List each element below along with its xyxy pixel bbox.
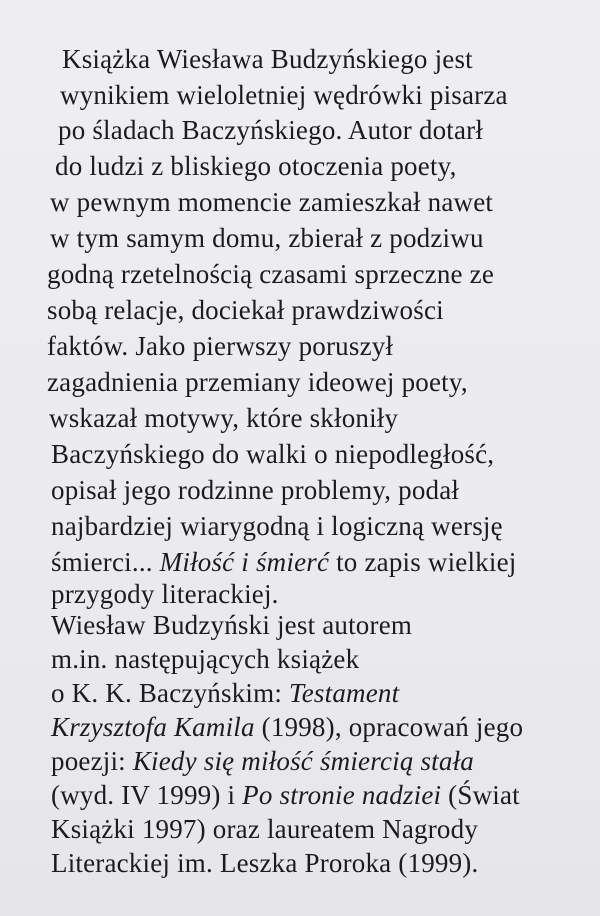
text-line: faktów. Jako pierwszy poruszył: [47, 331, 394, 361]
text-line: sobą relacje, dociekał prawdziwości: [47, 295, 444, 325]
text-line: Książki 1997) oraz laureatem Nagrody: [51, 814, 479, 844]
text-line: Baczyńskiego do walki o niepodległość,: [51, 439, 495, 469]
text-line: wynikiem wieloletniej wędrówki pisarza: [60, 80, 508, 110]
text-line: zagadnienia przemiany ideowej poety,: [47, 367, 468, 397]
text-segment: śmierci...: [51, 547, 160, 577]
text-line: po śladach Baczyńskiego. Autor dotarł: [58, 115, 484, 145]
text-segment: (Świat: [441, 780, 520, 810]
text-line: wskazał motywy, które skłoniły: [49, 403, 399, 433]
book-title-italic: Miłość i śmierć: [159, 547, 330, 577]
text-line: opisał jego rodzinne problemy, podał: [51, 475, 460, 505]
text-line: Wiesław Budzyński jest autorem: [51, 610, 413, 640]
text-line: [51, 546, 516, 578]
text-line: Literackiej im. Leszka Proroka (1999).: [51, 848, 479, 878]
text-segment: poezji:: [51, 746, 133, 776]
text-line: do ludzi z bliskiego otoczenia poety,: [55, 151, 457, 181]
text-segment: o K. K. Baczyńskim:: [51, 678, 289, 708]
text-line: przygody literackiej.: [51, 579, 279, 609]
book-title-italic: Testament: [288, 678, 400, 708]
book-title-italic: Krzysztofa Kamila: [51, 712, 255, 742]
text-line: [51, 745, 474, 777]
text-line: najbardziej wiarygodną i logiczną wersję: [51, 511, 503, 541]
text-line: m.in. następujących książek: [51, 644, 360, 674]
text-line: w tym samym domu, zbierał z podziwu: [50, 223, 484, 253]
book-title-italic: Kiedy się miłość śmiercią stała: [132, 746, 474, 776]
text-line: [51, 779, 520, 811]
text-line: [51, 711, 523, 743]
text-line: godną rzetelnością czasami sprzeczne ze: [47, 259, 495, 289]
text-line: w pewnym momencie zamieszkał nawet: [50, 187, 494, 217]
text-segment: (wyd. IV 1999) i: [51, 780, 243, 810]
text-segment: to zapis wielkiej: [329, 547, 517, 577]
text-line: Książka Wiesława Budzyńskiego jest: [62, 44, 473, 74]
book-title-italic: Po stronie nadziei: [242, 780, 442, 810]
text-line: [51, 677, 399, 709]
text-segment: (1998), opracowań jego: [254, 712, 524, 742]
